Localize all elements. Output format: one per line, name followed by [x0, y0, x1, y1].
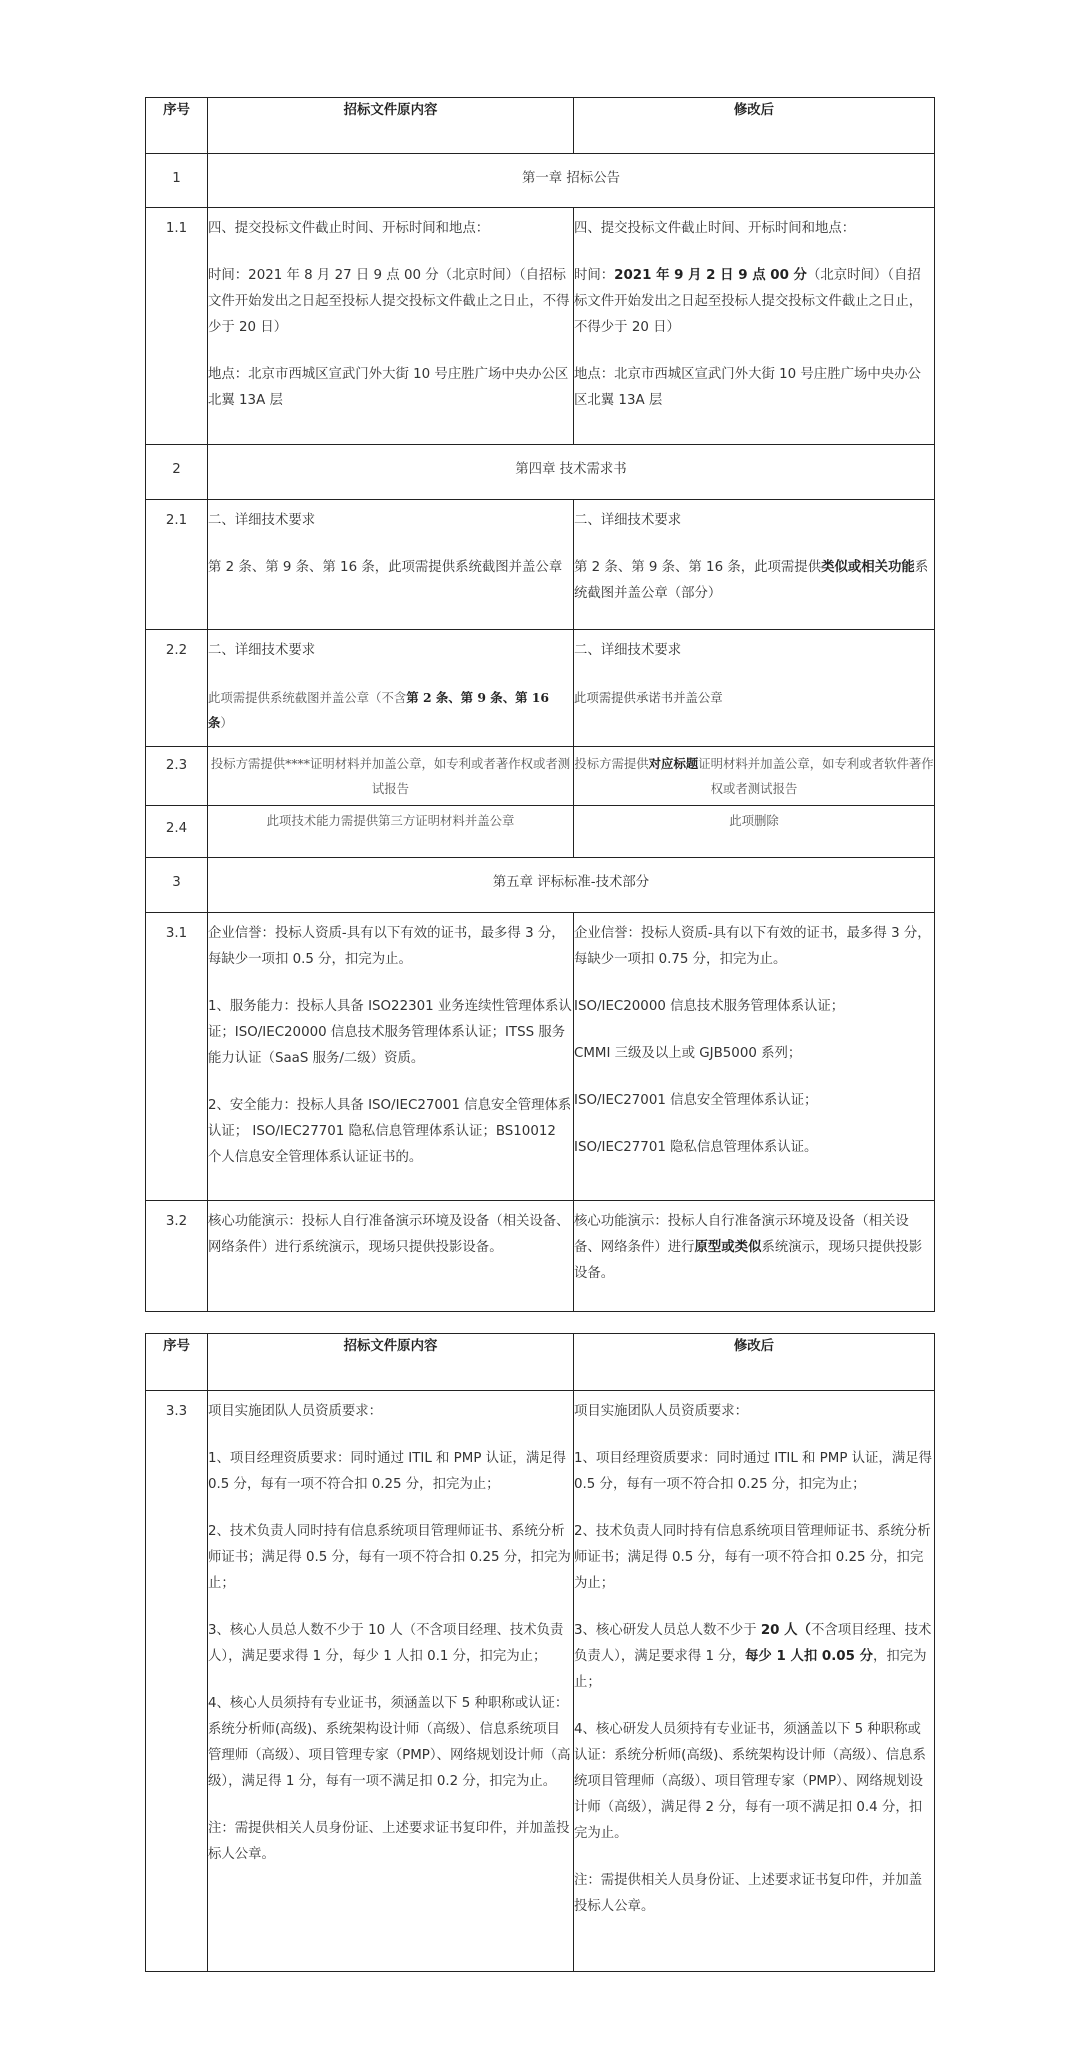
paragraph: 地点：北京市西城区宣武门外大街 10 号庄胜广场中央办公区北翼 13A 层 [208, 367, 569, 408]
header-row [146, 98, 935, 154]
text: 不含项目经理、技术负责人），满足要求得 1 分， [574, 1623, 932, 1664]
highlighted-text: 第 2 条、第 9 条、第 16 条 [208, 690, 550, 730]
modified-cell [574, 208, 935, 445]
section-title: 第五章 评标标准-技术部分 [208, 858, 935, 913]
header-row [146, 1334, 935, 1391]
table-row-3-2 [146, 1201, 935, 1312]
table-row-2-3 [146, 747, 935, 806]
amendment-table-2 [145, 1333, 935, 1972]
paragraph: 四、提交投标文件截止时间、开标时间和地点： [208, 221, 490, 236]
section-row-2 [146, 445, 935, 500]
modified-cell [574, 500, 935, 630]
paragraph [574, 1618, 934, 1696]
modified-cell [574, 747, 935, 806]
paragraph: 2、技术负责人同时持有信息系统项目管理师证书、系统分析师证书；满足得 0.5 分，每有一项不符合扣 0.25 分，扣完为止； [208, 1524, 571, 1591]
paragraph: 1、项目经理资质要求：同时通过 ITIL 和 PMP 认证，满足得 0.5 分，每有一项不符合扣 0.25 分，扣完为止； [574, 1451, 932, 1492]
paragraph: 地点：北京市西城区宣武门外大街 10 号庄胜广场中央办公区北翼 13A 层 [574, 367, 921, 408]
highlighted-text: 原型或类似 [694, 1240, 762, 1255]
paragraph: 二、详细技术要求 [574, 643, 682, 658]
original-cell [208, 500, 574, 630]
text: 第 2 条、第 9 条、第 16 条，此项需提供 [574, 560, 822, 575]
section-row-3 [146, 858, 935, 913]
paragraph: 4、核心人员须持有专业证书，须涵盖以下 5 种职称或认证：系统分析师(高级)、系统架构设计师（高级）、信息系统项目管理师（高级）、项目管理专家（PMP）、网络规划设计师（高级），满足得 1 分，每有一项不满足扣 0.2 分，扣完为止。 [208, 1696, 571, 1789]
paragraph: 1、项目经理资质要求：同时通过 ITIL 和 PMP 认证，满足得 0.5 分，每有一项不符合扣 0.25 分，扣完为止； [208, 1451, 566, 1492]
paragraph: 二、详细技术要求 [208, 513, 316, 528]
paragraph: 项目实施团队人员资质要求： [208, 1404, 383, 1419]
text: 时间： [574, 268, 615, 283]
text: 此项需提供系统截图并盖公章（不含 [208, 690, 407, 705]
highlighted-text: 20 人（ [760, 1623, 811, 1638]
modified-cell [574, 1391, 935, 1972]
text: 系统演示，现场只提供投影设备。 [574, 1240, 923, 1281]
table-row-1-1 [146, 208, 935, 445]
highlighted-text: 类似或相关功能 [821, 560, 915, 575]
paragraph: ISO/IEC20000 信息技术服务管理体系认证； [574, 999, 845, 1014]
table-row-3-3 [146, 1391, 935, 1972]
amendment-table-1 [145, 97, 935, 1312]
paragraph: ISO/IEC27701 隐私信息管理体系认证。 [574, 1140, 818, 1155]
paragraph: 二、详细技术要求 [574, 513, 682, 528]
row-number: 3.2 [146, 1201, 208, 1312]
text: 核心功能演示：投标人自行准备演示环境及设备（相关设备、网络条件）进行 [574, 1214, 909, 1255]
text: ） [220, 715, 233, 730]
row-number: 2.1 [146, 500, 208, 630]
header-no: 序号 [146, 1334, 208, 1391]
row-number: 1.1 [146, 208, 208, 445]
modified-cell: 此项删除 [574, 806, 935, 858]
paragraph: 3、核心人员总人数不少于 10 人（不含项目经理、技术负责人），满足要求得 1 分，每少 1 人扣 0.1 分，扣完为止； [208, 1623, 564, 1664]
table-row-3-1 [146, 913, 935, 1201]
paragraph: 4、核心研发人员须持有专业证书，须涵盖以下 5 种职称或认证：系统分析师(高级)、系统架构设计师（高级）、信息系统项目管理师（高级）、项目管理专家（PMP）、网络规划设计师（高级），满足得 2 分，每有一项不满足扣 0.4 分，扣完为止。 [574, 1722, 926, 1841]
original-cell: 此项技术能力需提供第三方证明材料并盖公章 [208, 806, 574, 858]
text: ，扣完为止； [574, 1649, 927, 1690]
header-modified: 修改后 [574, 98, 935, 154]
header-original: 招标文件原内容 [208, 1334, 574, 1391]
paragraph: ISO/IEC27001 信息安全管理体系认证； [574, 1093, 818, 1108]
paragraph [208, 685, 573, 735]
paragraph [574, 555, 934, 607]
paragraph: 四、提交投标文件截止时间、开标时间和地点： [574, 221, 856, 236]
modified-cell [574, 630, 935, 747]
highlighted-text: 2021 年 9 月 2 日 9 点 00 分 [614, 268, 807, 283]
row-number: 1 [146, 154, 208, 208]
modified-cell [574, 913, 935, 1201]
row-number: 2 [146, 445, 208, 500]
row-number: 3.1 [146, 913, 208, 1201]
header-original: 招标文件原内容 [208, 98, 574, 154]
header-no: 序号 [146, 98, 208, 154]
original-cell [208, 208, 574, 445]
paragraph: CMMI 三级及以上或 GJB5000 系列； [574, 1046, 802, 1061]
paragraph: 注：需提供相关人员身份证、上述要求证书复印件，并加盖投标人公章。 [574, 1873, 923, 1914]
table-row-2-4 [146, 806, 935, 858]
text: 系统截图并盖公章（部分） [574, 560, 929, 601]
header-modified: 修改后 [574, 1334, 935, 1391]
paragraph: 企业信誉：投标人资质-具有以下有效的证书，最多得 3 分，每缺少一项扣 0.5 分，扣完为止。 [208, 926, 565, 967]
section-row-1 [146, 154, 935, 208]
row-number: 3.3 [146, 1391, 208, 1972]
highlighted-text: 每少 1 人扣 0.05 分 [745, 1649, 873, 1664]
row-number: 3 [146, 858, 208, 913]
table-row-2-2 [146, 630, 935, 747]
paragraph: 注：需提供相关人员身份证、上述要求证书复印件，并加盖投标人公章。 [208, 1821, 570, 1862]
paragraph: 此项需提供承诺书并盖公章 [574, 690, 723, 705]
text: 投标方需提供 [574, 756, 649, 771]
text: 3、核心研发人员总人数不少于 [574, 1623, 761, 1638]
paragraph: 2、安全能力：投标人具备 ISO/IEC27001 信息安全管理体系认证； ISO/IEC27701 隐私信息管理体系认证；BS10012 个人信息安全管理体系认证证书的。 [208, 1098, 572, 1165]
paragraph: 时间：2021 年 8 月 27 日 9 点 00 分（北京时间）（自招标文件开始发出之日起至投标人提交投标文件截止之日止，不得少于 20 日） [208, 268, 570, 335]
paragraph: 1、服务能力：投标人具备 ISO22301 业务连续性管理体系认证；ISO/IEC20000 信息技术服务管理体系认证；ITSS 服务能力认证（SaaS 服务/二级）资质。 [208, 999, 572, 1066]
section-title: 第一章 招标公告 [208, 154, 935, 208]
modified-cell [574, 1201, 935, 1312]
paragraph: 企业信誉：投标人资质-具有以下有效的证书，最多得 3 分，每缺少一项扣 0.75 分，扣完为止。 [574, 926, 931, 967]
section-title: 第四章 技术需求书 [208, 445, 935, 500]
paragraph: 2、技术负责人同时持有信息系统项目管理师证书、系统分析师证书；满足得 0.5 分，每有一项不符合扣 0.25 分，扣完为止； [574, 1524, 931, 1591]
row-number: 2.2 [146, 630, 208, 747]
paragraph: 二、详细技术要求 [208, 643, 316, 658]
original-cell: 核心功能演示：投标人自行准备演示环境及设备（相关设备、网络条件）进行系统演示，现场只提供投影设备。 [208, 1201, 574, 1312]
paragraph: 项目实施团队人员资质要求： [574, 1404, 749, 1419]
table-row-2-1 [146, 500, 935, 630]
original-cell [208, 1391, 574, 1972]
row-number: 2.3 [146, 747, 208, 806]
text: （北京时间）（自招标文件开始发出之日起至投标人提交投标文件截止之日止，不得少于 20 日） [574, 268, 923, 335]
paragraph [574, 263, 934, 341]
original-cell: 投标方需提供****证明材料并加盖公章，如专利或者著作权或者测试报告 [208, 747, 574, 806]
text: 证明材料并加盖公章，如专利或者软件著作权或者测试报告 [698, 756, 934, 796]
paragraph: 第 2 条、第 9 条、第 16 条，此项需提供系统截图并盖公章 [208, 560, 563, 575]
original-cell [208, 913, 574, 1201]
highlighted-text: 对应标题 [648, 756, 699, 771]
row-number: 2.4 [146, 806, 208, 858]
original-cell [208, 630, 574, 747]
